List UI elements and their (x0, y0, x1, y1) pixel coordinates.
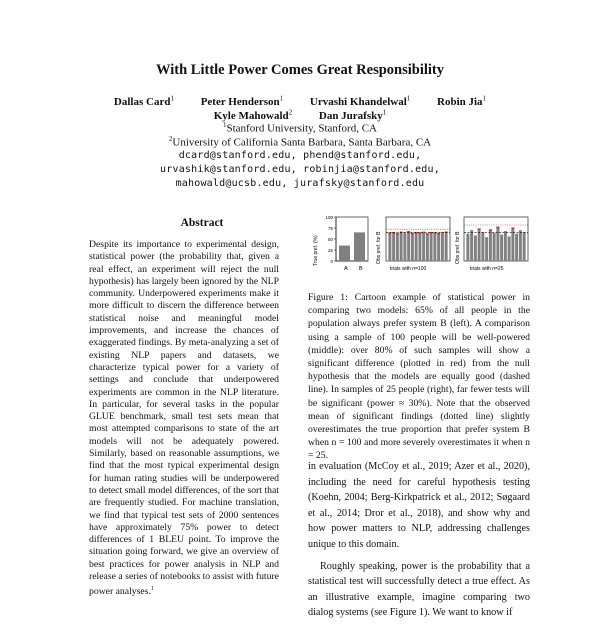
significant-mark (489, 229, 492, 230)
bar (407, 231, 410, 261)
panel-n25 (455, 217, 528, 272)
bar (489, 229, 492, 261)
bar (445, 232, 448, 261)
abstract-heading: Abstract (180, 217, 224, 229)
email-line: dcard@stanford.edu, phend@stanford.edu, (178, 150, 422, 161)
figure-caption: Figure 1: Cartoon example of statistical power in comparing two models: 65% of all people in the population always prefer system B (left). A comparison using a sample of 100 people will be well-powered (middle): over 80% of such samples will show a significant difference (plotted in red) from the null hypothesis that the models are equally good (dashed line). In samples of 25 people (right), far fewer tests will be significant (power ≈ 30%). Note that the observed mean of significant findings (dotted line) slightly overestimates the true proportion that prefer system B when n = 100 and more severely overestimates it when n = 25. (308, 292, 530, 462)
bar (441, 232, 444, 261)
bar (396, 233, 399, 261)
bar (392, 232, 395, 261)
author-name: Urvashi Khandelwal (309, 95, 407, 108)
author-name: Kyle Mahowald (213, 109, 289, 122)
body-text (308, 459, 530, 627)
author-name: Dallas Card (113, 95, 171, 108)
significant-mark (411, 233, 414, 234)
bar (478, 228, 481, 261)
significant-mark (396, 233, 399, 234)
ylabel-obs-pref: Obs pref. for B (455, 231, 461, 264)
bar (339, 246, 350, 261)
bar (485, 237, 488, 261)
bar (418, 232, 421, 261)
y-tick-label: 50 (327, 236, 333, 242)
bar (466, 234, 469, 261)
y-tick-label: 75 (327, 225, 333, 231)
bar (500, 235, 503, 261)
y-tick-label: 0 (330, 258, 333, 264)
bar (519, 230, 522, 261)
bar (426, 233, 429, 261)
category-label: A (344, 266, 348, 272)
bar (411, 233, 414, 261)
bar (493, 233, 496, 261)
bar (470, 230, 473, 261)
figure-1 (308, 212, 530, 284)
author-name: Robin Jia (437, 95, 483, 108)
body-paragraph: in evaluation (McCoy et al., 2019; Azer et al., 2020), including the need for careful hypothesis testing (Koehn, 2004; Berg-Kirkpatrick et al., 2012; Søgaard et al., 2014; Dror et al., 2018), and show why and how power matters to NLP, addressing challenges unique to this domain. (308, 461, 530, 550)
bar (496, 227, 499, 261)
bar (481, 232, 484, 261)
bar (400, 232, 403, 261)
bar (504, 231, 507, 261)
bar (354, 232, 365, 261)
affiliation: $^1$Stanford University, Stanford, CA (222, 121, 378, 135)
ylabel-obs-pref: Obs pref. for B (376, 231, 382, 264)
xlabel-n100: trials with n=100 (390, 266, 427, 272)
author-row-1: Dallas Card$^1$ Peter Henderson$^1$ Urvashi Khandelwal$^1$ Robin Jia$^1$ (113, 94, 487, 108)
author-row-2: Kyle Mahowald$^2$ Dan Jurafsky$^1$ (213, 108, 387, 122)
bar (430, 232, 433, 261)
bar (508, 236, 511, 261)
email-line: urvashik@stanford.edu, robinjia@stanford.edu, (160, 164, 440, 175)
significant-mark (496, 227, 499, 228)
category-label: B (359, 266, 363, 272)
bar (437, 233, 440, 261)
xlabel-n25: trials with n=25 (470, 266, 504, 272)
bar (403, 232, 406, 261)
significant-mark (437, 233, 440, 234)
bar (474, 235, 477, 261)
panel-n100 (376, 217, 450, 272)
significant-mark (511, 228, 514, 229)
panel-true-preference (313, 215, 368, 272)
bar (422, 232, 425, 261)
body-paragraph: Roughly speaking, power is the probability that a statistical test will successfully detect a true effect. As an illustrative example, imagine comparing two dialog systems (see Figure 1). We want to know if (308, 560, 530, 619)
bar (515, 234, 518, 261)
author-name: Peter Henderson (200, 95, 280, 108)
significant-mark (426, 233, 429, 234)
bar (415, 232, 418, 261)
author-name: Dan Jurafsky (318, 109, 383, 122)
affiliation: $^2$University of California Santa Barbara, Santa Barbara, CA (168, 135, 432, 149)
paper-title: With Little Power Comes Great Responsibility (156, 62, 444, 78)
significant-mark (478, 228, 481, 229)
abstract-text: Despite its importance to experimental design, statistical power (the probability that, given a real effect, an experiment will reject the null hypothesis) has largely been ignored by the NLP community. Underpowered experiments make it more difficult to discern the difference between statistical noise and meaningful model improvements, and increase the chances of exaggerated findings. By meta-analyzing a set of existing NLP papers and datasets, we characterize typical power for a variety of settings and conclude that underpowered experiments are common in the NLP literature. In particular, for several tasks in the popular GLUE benchmark, small test sets mean that most attempted comparisons to state of the art models will not be adequately powered. Similarly, based on reasonable assumptions, we find that the most typical experimental design for human rating studies will be underpowered to detect small model differences, of the sort that are frequently studied. For machine translation, we find that typical test sets of 2000 sentences have approximately 75% power to detect differences of 1 BLEU point. To improve the situation going forward, we give an overview of best practices for power analysis in NLP and release a series of notebooks to assist with future power analyses.$^1$ (89, 239, 279, 598)
bar (523, 232, 526, 261)
y-tick-label: 25 (327, 247, 333, 253)
bar (388, 232, 391, 261)
ylabel-true-pref: True pref. (%) (313, 235, 319, 266)
y-tick-label: 100 (325, 214, 333, 220)
bar (433, 232, 436, 261)
email-line: mahowald@ucsb.edu, jurafsky@stanford.edu (175, 178, 425, 189)
